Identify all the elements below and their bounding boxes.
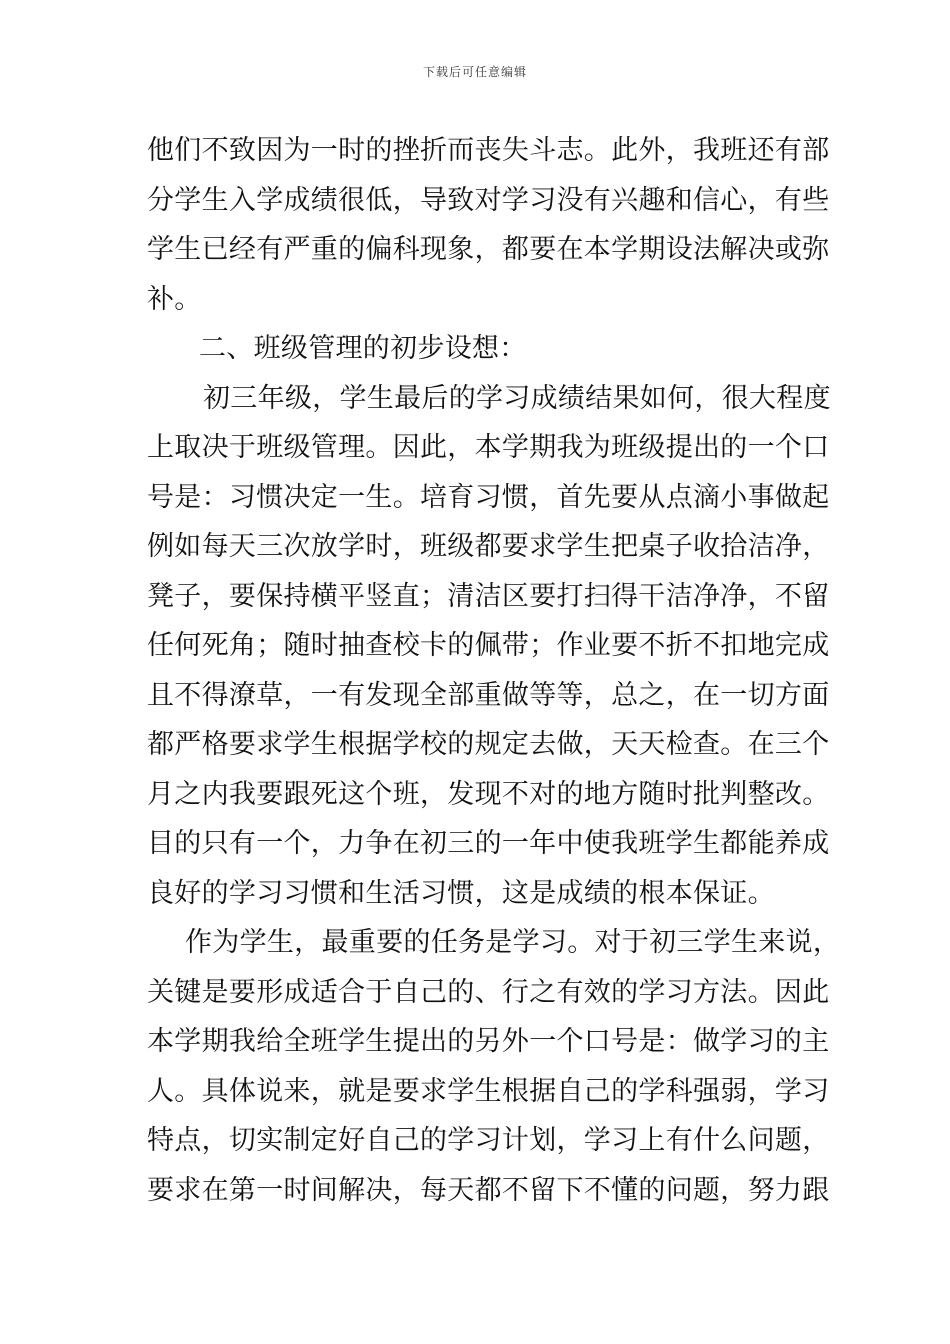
body-line: 任何死角；随时抽查校卡的佩带；作业要不折不扣地完成 bbox=[147, 630, 830, 661]
body-line: 分学生入学成绩很低，导致对学习没有兴趣和信心，有些 bbox=[147, 184, 830, 216]
section-heading: 二、班级管理的初步设想： bbox=[199, 333, 527, 364]
body-line: 要求在第一时间解决，每天都不留下不懂的问题，努力跟 bbox=[147, 1174, 830, 1206]
body-line: 补。 bbox=[147, 283, 202, 315]
body-line: 他们不致因为一时的挫折而丧失斗志。此外，我班还有部 bbox=[147, 135, 830, 166]
body-line: 上取决于班级管理。因此，本学期我为班级提出的一个口 bbox=[147, 432, 830, 463]
body-line: 例如每天三次放学时，班级都要求学生把桌子收拾洁净， bbox=[147, 531, 830, 562]
paragraph-first-line: 初三年级，学生最后的学习成绩结果如何，很大程度 bbox=[203, 382, 831, 414]
body-line: 月之内我要跟死这个班，发现不对的地方随时批判整改。 bbox=[147, 778, 830, 810]
body-line: 特点，切实制定好自己的学习计划，学习上有什么问题， bbox=[147, 1125, 830, 1156]
body-line: 都严格要求学生根据学校的规定去做，天天检查。在三个 bbox=[147, 729, 830, 760]
body-line: 目的只有一个，力争在初三的一年中使我班学生都能养成 bbox=[147, 828, 830, 859]
body-line: 凳子，要保持横平竖直；清洁区要打扫得干洁净净，不留 bbox=[147, 580, 830, 612]
paragraph-first-line: 作为学生，最重要的任务是学习。对于初三学生来说， bbox=[185, 927, 841, 958]
body-line: 号是：习惯决定一生。培育习惯，首先要从点滴小事做起 bbox=[147, 481, 830, 513]
body-line: 关键是要形成适合于自己的、行之有效的学习方法。因此 bbox=[147, 976, 830, 1008]
document-body bbox=[147, 126, 847, 1215]
body-line: 良好的学习习惯和生活习惯，这是成绩的根本保证。 bbox=[147, 877, 775, 909]
body-line: 且不得潦草，一有发现全部重做等等，总之，在一切方面 bbox=[147, 679, 830, 711]
body-line: 本学期我给全班学生提出的另外一个口号是：做学习的主 bbox=[147, 1026, 830, 1057]
body-line: 学生已经有严重的偏科现象，都要在本学期设法解决或弥 bbox=[147, 234, 830, 265]
body-line: 人。具体说来，就是要求学生根据自己的学科强弱，学习 bbox=[147, 1075, 830, 1107]
header-note: 下载后可任意编辑 bbox=[422, 65, 527, 79]
